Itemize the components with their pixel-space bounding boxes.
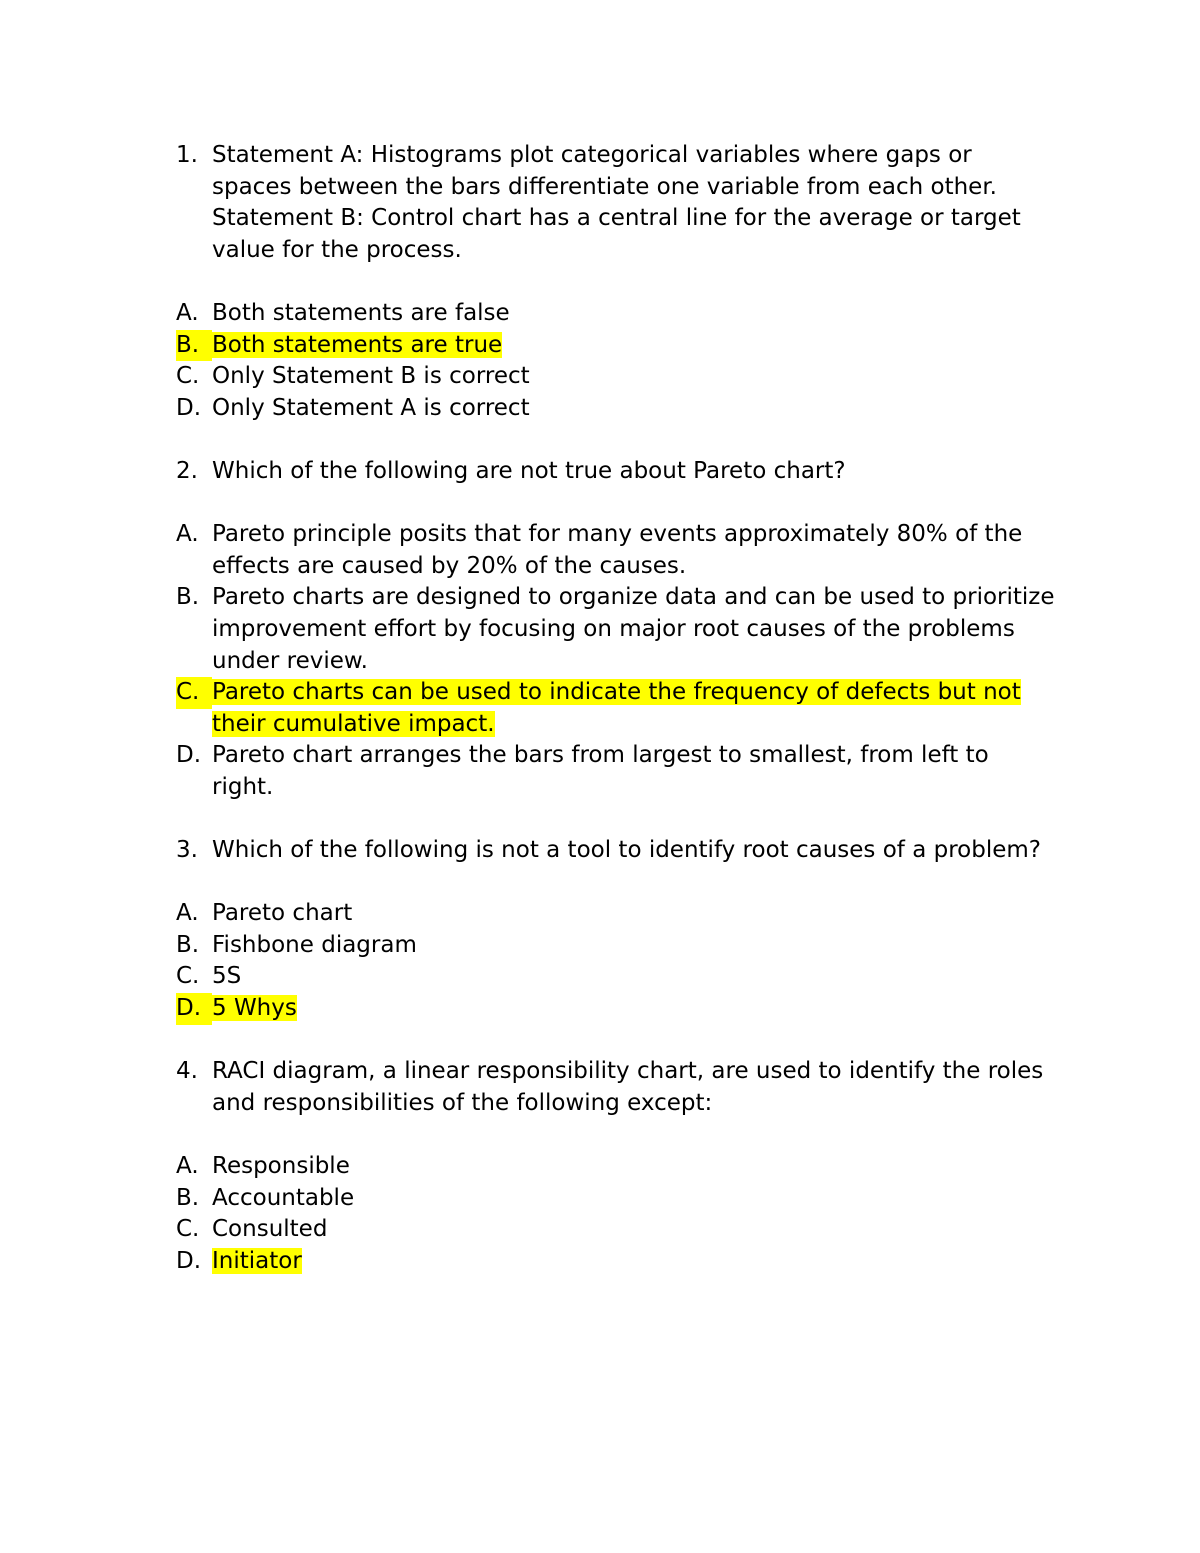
question-number: 3.: [176, 837, 198, 864]
question-line: Which of the following is not a tool to identify root causes of a problem?: [212, 837, 1041, 864]
option-4c: [176, 1214, 1056, 1246]
option-4d-answer: [176, 1246, 1056, 1278]
question-number: 2.: [176, 457, 198, 484]
option-text: 5S: [212, 963, 242, 990]
question-4: [176, 1056, 1056, 1119]
option-text: Pareto chart: [212, 900, 353, 927]
option-letter: A.: [176, 521, 199, 548]
question-number: 4.: [176, 1058, 198, 1085]
option-letter: A.: [176, 299, 199, 326]
option-3a: [176, 898, 1056, 930]
option-letter: D.: [176, 993, 212, 1025]
option-4a: [176, 1151, 1056, 1183]
option-1c: [176, 361, 1056, 393]
option-letter: A.: [176, 900, 199, 927]
question-line: Which of the following are not true about Pareto chart?: [212, 457, 846, 484]
option-letter: D.: [176, 742, 202, 769]
option-1b-answer: [176, 330, 1056, 362]
option-letter: A.: [176, 1153, 199, 1179]
option-letter: C.: [176, 677, 212, 709]
highlighted-answer: Both statements are true: [212, 331, 503, 358]
option-text: Pareto chart arranges the bars from largest to smallest, from left to right.: [212, 742, 989, 800]
highlighted-answer: Pareto charts can be used to indicate the frequency of defects but not their cumulative impact.: [212, 679, 1021, 737]
option-letter: B.: [176, 1184, 200, 1211]
paragraph-gap: [176, 1119, 1056, 1151]
option-text: Fishbone diagram: [212, 931, 417, 958]
quiz-content: [176, 140, 1056, 1277]
question-line: Statement B: Control chart has a central line for the average or target value for the process.: [212, 205, 1021, 263]
paragraph-gap: [176, 1025, 1056, 1057]
paragraph-gap: [176, 867, 1056, 899]
question-text: [212, 1056, 1056, 1119]
question-text: [212, 835, 1056, 867]
option-text: [212, 330, 1056, 362]
option-1a: [176, 298, 1056, 330]
paragraph-gap: [176, 266, 1056, 298]
option-letter: B.: [176, 931, 200, 958]
option-3d-answer: [176, 993, 1056, 1025]
question-text: [212, 140, 1056, 266]
paragraph-gap: [176, 488, 1056, 520]
option-text: Only Statement B is correct: [212, 363, 530, 390]
option-4b: [176, 1183, 1056, 1215]
option-2b: [176, 582, 1056, 677]
paragraph-gap: [176, 424, 1056, 456]
question-2: [176, 456, 1056, 488]
option-letter: C.: [176, 1216, 200, 1243]
option-1d: [176, 393, 1056, 425]
option-letter: D.: [176, 1247, 202, 1274]
option-2d: [176, 740, 1056, 803]
paragraph-gap: [176, 803, 1056, 835]
option-text: [212, 993, 1056, 1025]
question-line: RACI diagram, a linear responsibility chart, are used to identify the roles and responsibilities of the following except:: [212, 1058, 1044, 1116]
question-3: [176, 835, 1056, 867]
question-1: [176, 140, 1056, 266]
question-number: 1.: [176, 142, 198, 168]
option-letter: D.: [176, 394, 202, 421]
option-text: Only Statement A is correct: [212, 394, 530, 421]
option-text: Consulted: [212, 1216, 328, 1243]
option-text: Pareto charts are designed to organize data and can be used to prioritize improvement effort by focusing on major root causes of the problems under review.: [212, 584, 1055, 674]
option-text: Pareto principle posits that for many events approximately 80% of the effects are caused by 20% of the causes.: [212, 521, 1023, 579]
option-letter: B.: [176, 330, 212, 362]
highlighted-answer: 5 Whys: [212, 995, 297, 1022]
option-3c: [176, 961, 1056, 993]
option-3b: [176, 930, 1056, 962]
option-text: [212, 677, 1056, 740]
option-2c-answer: [176, 677, 1056, 740]
option-letter: C.: [176, 963, 200, 990]
highlighted-answer: Initiator: [212, 1247, 302, 1274]
option-text: Accountable: [212, 1184, 355, 1211]
option-letter: B.: [176, 584, 200, 611]
question-line: Statement A: Histograms plot categorical variables where gaps or spaces between the bars differentiate one variable from each other.: [212, 142, 997, 200]
option-2a: [176, 519, 1056, 582]
option-text: Both statements are false: [212, 299, 510, 326]
option-text: Responsible: [212, 1153, 350, 1179]
option-letter: C.: [176, 363, 200, 390]
option-text: [212, 1246, 1056, 1278]
question-text: [212, 456, 1056, 488]
